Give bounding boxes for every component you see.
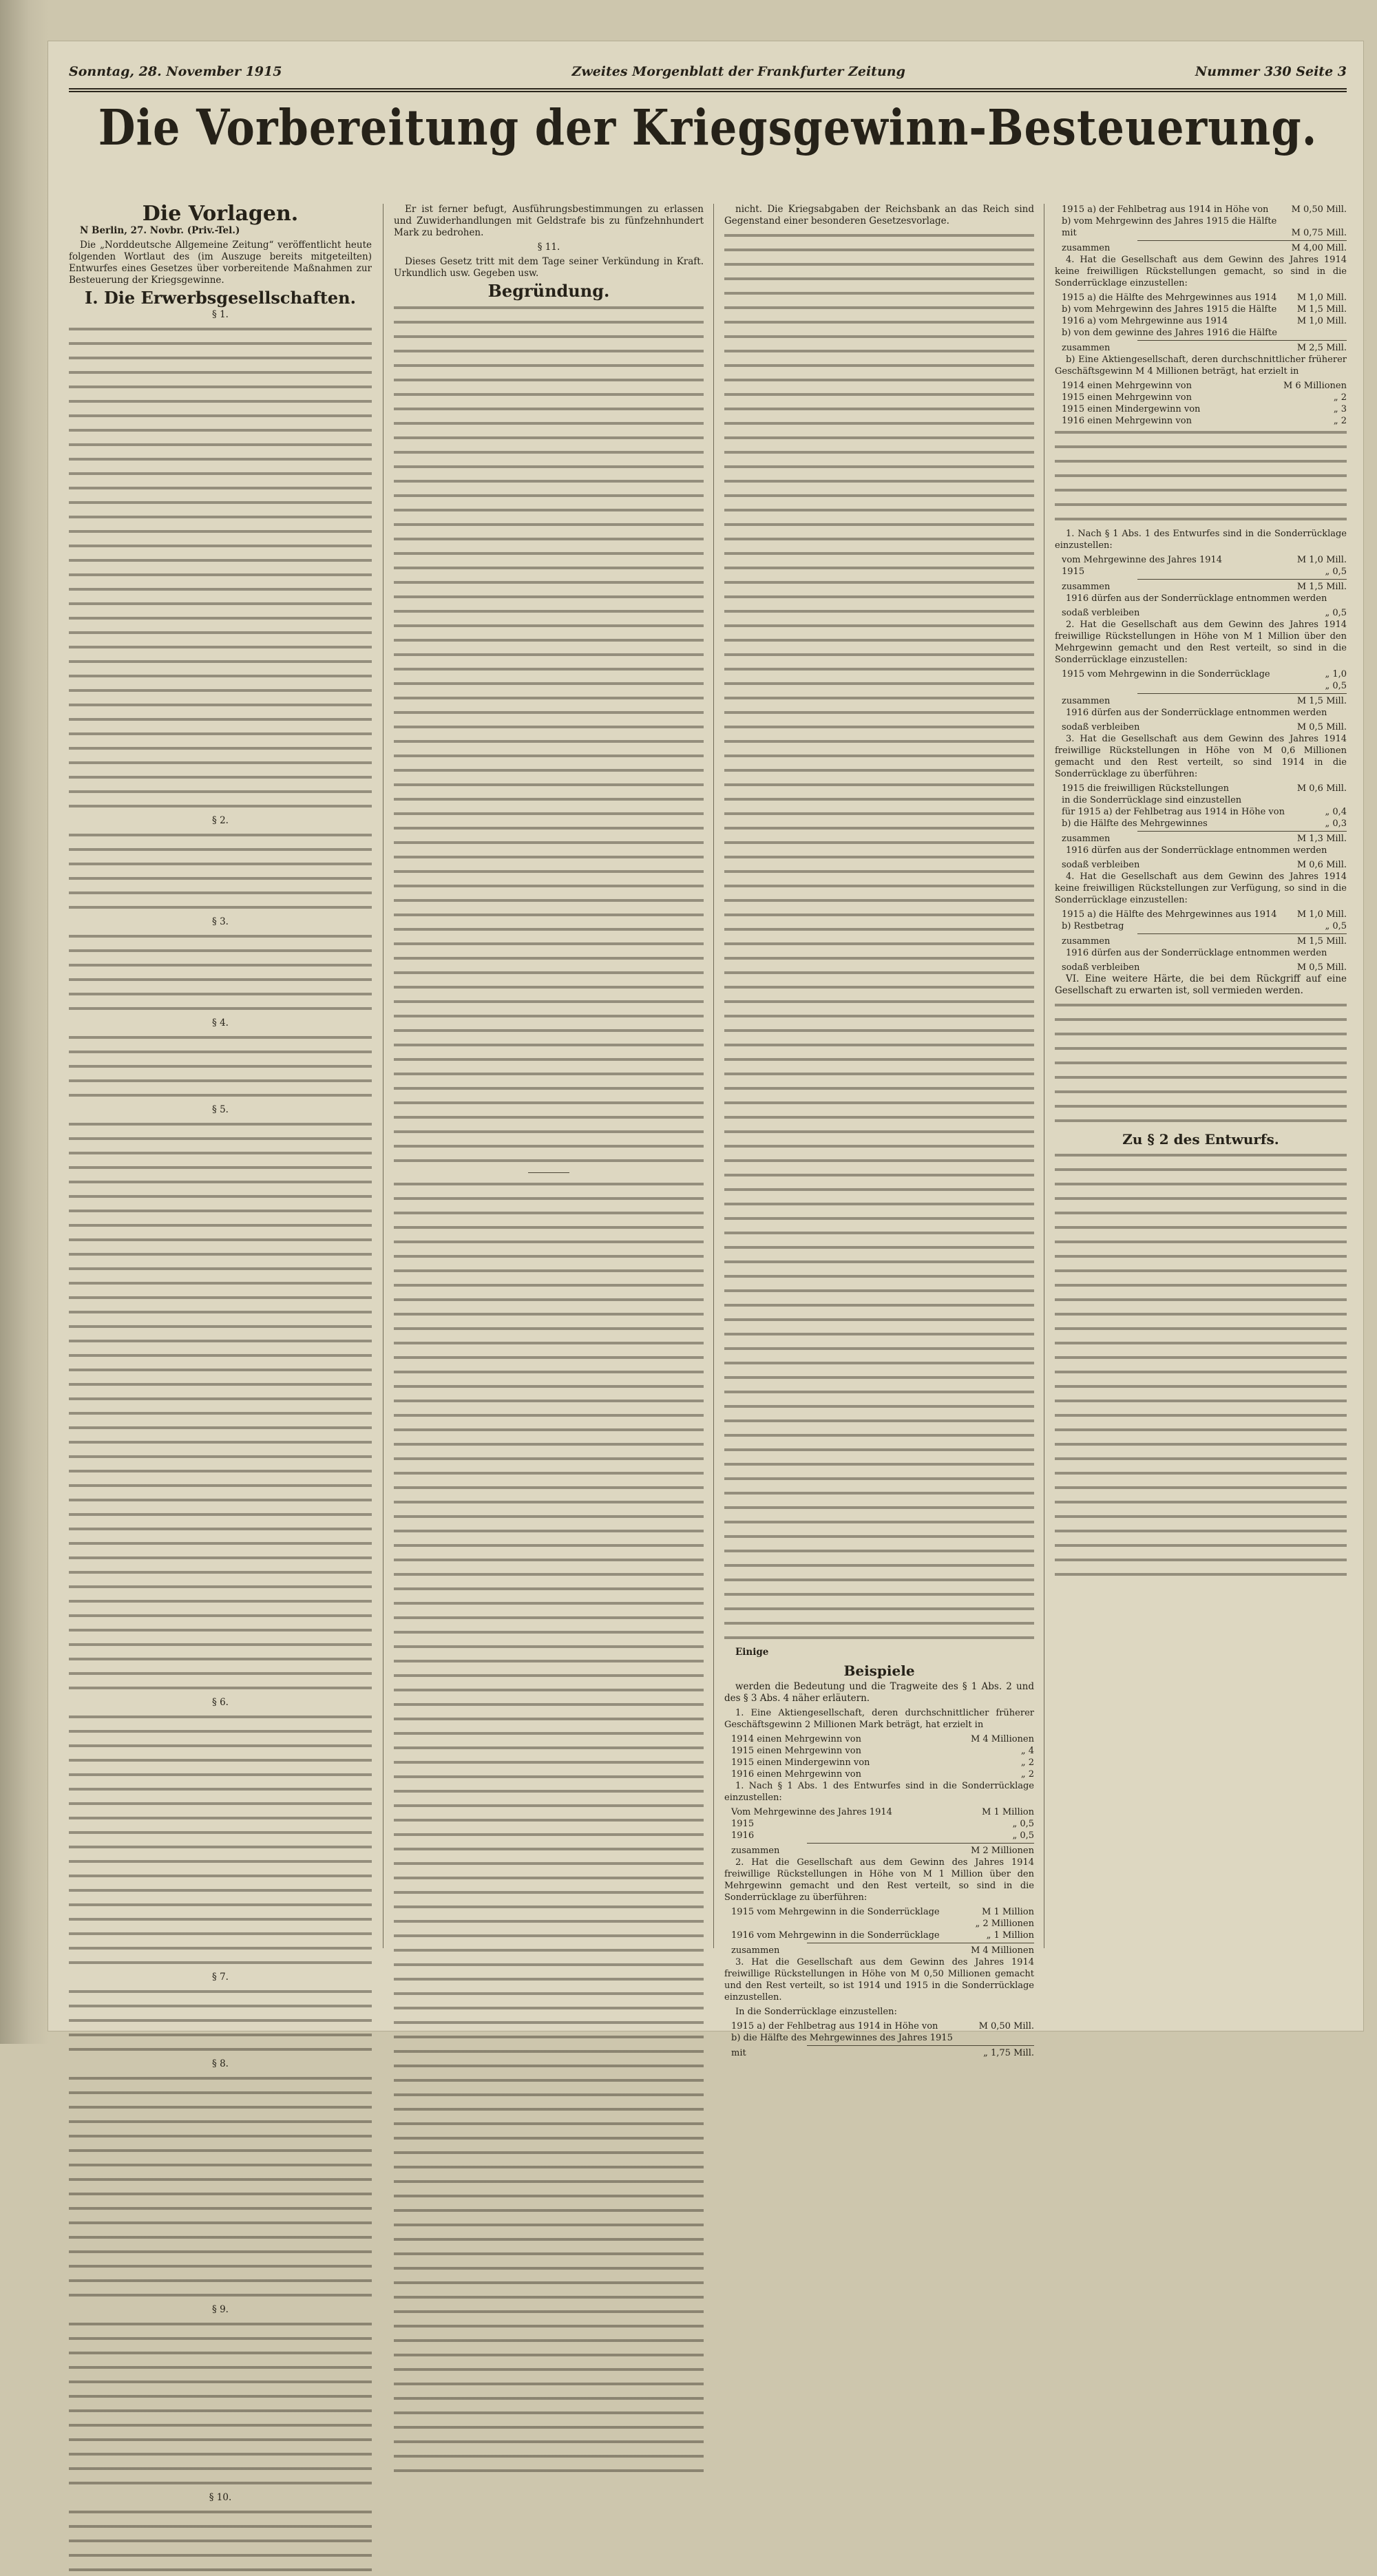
example-1-calc-row — [724, 1806, 1034, 1818]
row-value: M 1,5 Mill. — [1296, 582, 1347, 592]
row-label: b) die Hälfte des Mehrgewinnes des Jahres 1915 — [731, 2033, 953, 2043]
row-value: „ 0,5 — [1012, 1830, 1034, 1841]
subheading-einige: Einige — [735, 1647, 769, 1658]
example-7-row — [1055, 680, 1347, 692]
row-label: 1914 einen Mehrgewinn von — [731, 1734, 861, 1744]
example-8-note: 1916 dürfen aus der Sonderrücklage entnommen werden — [1066, 845, 1327, 856]
example-5-row — [1055, 403, 1347, 415]
row-label: b) von dem gewinne des Jahres 1916 die Hälfte — [1062, 328, 1277, 338]
example-2-head: 2. Hat die Gesellschaft aus dem Gewinn des Jahres 1914 freiwillige Rückstellungen in Höhe von M 1 Million über den Mehrgewinn gemacht und den Rest verteilt, so sind in die Sonderrücklage zu überführen: — [724, 1857, 1034, 1903]
row-value: M 0,5 Mill. — [1296, 722, 1347, 732]
example-8 — [1055, 733, 1347, 871]
sum-rule — [1137, 933, 1347, 934]
row-value: M 1,0 Mill. — [1296, 555, 1347, 565]
masthead-paper: Zweites Morgenblatt der Frankfurter Zeitung — [571, 64, 905, 79]
row-value: „ 3 — [1333, 404, 1347, 414]
row-value: M 1,0 Mill. — [1296, 293, 1347, 303]
masthead-rule-top — [69, 88, 1347, 89]
example-7 — [1055, 619, 1347, 733]
row-value: M 1,0 Mill. — [1296, 316, 1347, 326]
row-label: zusammen — [1062, 834, 1111, 844]
example-6-note: 1916 dürfen aus der Sonderrücklage entnommen werden — [1066, 593, 1327, 604]
dateline: N Berlin, 27. Novbr. (Priv.-Tel.) — [80, 225, 240, 236]
paragraph-label-6: § 6. — [212, 1697, 229, 1708]
example-4 — [1055, 254, 1347, 354]
text-block-8 — [69, 2073, 372, 2301]
row-label: 1916 vom Mehrgewinn in die Sonderrücklage — [731, 1930, 940, 1941]
row-value: M 2 Millionen — [970, 1846, 1034, 1856]
row-value: „ 2 Millionen — [975, 1919, 1034, 1929]
row-label: sodaß verbleiben — [1062, 860, 1140, 870]
example-a-row — [1055, 215, 1347, 227]
column-2 — [394, 204, 704, 1918]
lead-paragraph: Die „Norddeutsche Allgemeine Zeitung“ veröffentlicht heute folgenden Wortlaut des (im Auszuge bereits mitgeteilten) Entwurfes eines Gesetzes über vorbereitende Maßnahmen zur Besteuerung der Kriegsgewinne. — [69, 240, 372, 286]
paragraph-label-10: § 10. — [209, 2492, 232, 2503]
col3-opening: nicht. Die Kriegsabgaben der Reichsbank an das Reich sind Gegenstand einer besonderen Gesetzesvorlage. — [724, 204, 1034, 226]
row-label: zusammen — [1062, 343, 1111, 353]
row-value: „ 0,5 — [1325, 681, 1347, 691]
row-value: „ 0,5 — [1325, 608, 1347, 618]
example-a-row — [1055, 227, 1347, 239]
row-label: zusammen — [731, 1945, 780, 1956]
main-headline: Die Vorbereitung der Kriegsgewinn-Besteuerung. — [98, 98, 1318, 157]
row-label: Vom Mehrgewinne des Jahres 1914 — [731, 1807, 892, 1817]
example-1-calc-row — [724, 1830, 1034, 1841]
row-value: „ 1,0 — [1325, 669, 1347, 679]
example-3-head: 3. Hat die Gesellschaft aus dem Gewinn des Jahres 1914 freiwillige Rückstellungen in Höhe von M 0,50 Millionen gemacht und den Rest verteilt, so ist 1914 und 1915 in die Sonderrücklage einzustellen. — [724, 1957, 1034, 2003]
example-9-row — [1055, 920, 1347, 932]
sum-rule — [1137, 693, 1347, 694]
row-value: M 0,50 Mill. — [1291, 204, 1347, 215]
text-block-5 — [69, 1119, 372, 1694]
row-label: zusammen — [1062, 243, 1111, 253]
section-heading-erwerbsgesellschaften: I. Die Erwerbsgesellschaften. — [85, 288, 356, 308]
example-4-head: 4. Hat die Gesellschaft aus dem Gewinn des Jahres 1914 keine freiwilligen Rückstellungen gemacht, so sind in die Sonderrücklage einzustellen: — [1055, 255, 1347, 288]
row-label: b) vom Mehrgewinn des Jahres 1915 die Hälfte — [1062, 304, 1277, 315]
row-value: M 4 Millionen — [970, 1945, 1034, 1956]
row-value: M 1,5 Mill. — [1296, 936, 1347, 947]
example-4-row — [1055, 304, 1347, 315]
sum-rule — [807, 1843, 1034, 1844]
masthead-rule-bottom — [69, 91, 1347, 92]
example-2 — [724, 1857, 1034, 1956]
example-1-note: 1. Nach § 1 Abs. 1 des Entwurfes sind in die Sonderrücklage einzustellen: — [724, 1781, 1034, 1803]
example-a — [1055, 204, 1347, 254]
subheading-beispiele: Beispiele — [843, 1662, 915, 1679]
row-label: zusammen — [1062, 936, 1111, 947]
sum-rule — [1137, 340, 1347, 341]
paragraph-label-1: § 1. — [212, 309, 229, 320]
row-value: „ 4 — [1020, 1746, 1034, 1756]
section-title-vorlagen: Die Vorlagen. — [142, 202, 299, 226]
row-value: M 1,5 Mill. — [1296, 696, 1347, 706]
sum-rule — [1137, 240, 1347, 241]
row-label: sodaß verbleiben — [1062, 962, 1140, 973]
text-block-begruendung-2 — [394, 1179, 704, 2477]
text-block-9 — [69, 2319, 372, 2489]
example-3 — [724, 1956, 1034, 2059]
example-6 — [1055, 528, 1347, 619]
masthead-page: Nummer 330 Seite 3 — [1195, 64, 1347, 79]
row-label: sodaß verbleiben — [1062, 722, 1140, 732]
example-6-row — [1055, 554, 1347, 566]
column-4 — [1055, 204, 1347, 1918]
text-block-col3-1 — [724, 230, 1034, 1644]
text-block-4 — [69, 1032, 372, 1101]
row-value: M 6 Millionen — [1283, 381, 1347, 391]
example-3-sub: In die Sonderrücklage einzustellen: — [735, 2007, 897, 2017]
row-value: M 0,75 Mill. — [1291, 228, 1347, 238]
paragraph-label-3: § 3. — [212, 916, 229, 927]
example-6-remain — [1055, 607, 1347, 619]
paragraph-label-5: § 5. — [212, 1104, 229, 1115]
row-value: M 0,5 Mill. — [1296, 962, 1347, 973]
row-label: 1914 einen Mehrgewinn von — [1062, 381, 1192, 391]
text-block-10 — [69, 2506, 372, 2576]
column-divider-2 — [713, 204, 714, 1948]
paragraph-label-9: § 9. — [212, 2304, 229, 2315]
row-value: M 4 Millionen — [970, 1734, 1034, 1744]
text-block-6 — [69, 1711, 372, 1969]
row-label: zusammen — [1062, 696, 1111, 706]
text-block-1 — [69, 324, 372, 812]
sum-rule — [807, 2045, 1034, 2046]
example-3-row — [724, 2020, 1034, 2032]
example-9-head: 4. Hat die Gesellschaft aus dem Gewinn des Jahres 1914 keine freiwilligen Rückstellungen zur Verfügung, so sind in die Sonderrücklage einzustellen: — [1055, 872, 1347, 905]
paragraph-label-4: § 4. — [212, 1017, 229, 1028]
row-value: „ 0,3 — [1325, 819, 1347, 829]
example-8-row — [1055, 794, 1347, 806]
row-label: 1915 — [1062, 567, 1085, 577]
example-6-total — [1055, 581, 1347, 593]
example-1-row — [724, 1733, 1034, 1745]
row-value: „ 0,5 — [1325, 567, 1347, 577]
short-rule — [528, 1172, 569, 1173]
row-label: 1915 — [731, 1819, 755, 1829]
example-2-row — [724, 1906, 1034, 1918]
row-label: 1916 — [731, 1830, 755, 1841]
row-value: M 1,0 Mill. — [1296, 909, 1347, 920]
masthead-date: Sonntag, 28. November 1915 — [69, 64, 282, 79]
row-label: mit — [1062, 228, 1077, 238]
paragraph-label-8: § 8. — [212, 2058, 229, 2069]
text-block-2 — [69, 830, 372, 914]
row-label: 1915 vom Mehrgewinn in die Sonderrücklage — [1062, 669, 1270, 679]
row-value: M 1,5 Mill. — [1296, 304, 1347, 315]
row-value: „ 0,5 — [1012, 1819, 1034, 1829]
subheading-zu-paragraph-2: Zu § 2 des Entwurfs. — [1122, 1131, 1279, 1148]
example-7-total — [1055, 695, 1347, 707]
newspaper-page — [48, 41, 1363, 2503]
row-label: b) Restbetrag — [1062, 921, 1124, 931]
text-block-col4-2 — [1055, 1000, 1347, 1127]
row-value: „ 0,5 — [1325, 921, 1347, 931]
row-value: „ 2 — [1333, 392, 1347, 403]
row-label: 1916 a) vom Mehrgewinne aus 1914 — [1062, 316, 1228, 326]
row-label: 1916 einen Mehrgewinn von — [731, 1769, 861, 1780]
example-2-total — [724, 1945, 1034, 1956]
row-value: M 0,50 Mill. — [978, 2021, 1034, 2031]
paragraph-label-2: § 2. — [212, 815, 229, 826]
row-value: „ 2 — [1020, 1757, 1034, 1768]
row-value: „ 0,4 — [1325, 807, 1347, 817]
row-label: für 1915 a) der Fehlbetrag aus 1914 in Höhe von — [1062, 807, 1285, 817]
example-3-row — [724, 2032, 1034, 2044]
example-4-row — [1055, 292, 1347, 304]
example-a-row — [1055, 204, 1347, 215]
row-value: M 0,6 Mill. — [1296, 783, 1347, 794]
example-2-row — [724, 1918, 1034, 1930]
row-label: 1915 einen Mindergewinn von — [1062, 404, 1201, 414]
row-value: M 2,5 Mill. — [1296, 343, 1347, 353]
example-5 — [1055, 354, 1347, 427]
example-8-row — [1055, 806, 1347, 818]
row-label: 1915 einen Mindergewinn von — [731, 1757, 870, 1768]
row-value: M 1 Million — [982, 1807, 1034, 1817]
example-9-row — [1055, 909, 1347, 920]
example-1-row — [724, 1769, 1034, 1780]
example-8-row — [1055, 783, 1347, 794]
example-8-head: 3. Hat die Gesellschaft aus dem Gewinn des Jahres 1914 freiwillige Rückstellungen in Höhe von M 0,6 Millionen gemacht und den Rest verteilt, so sind 1914 in die Sonderrücklage zu überführen: — [1055, 734, 1347, 779]
paragraph-label-11: § 11. — [537, 242, 560, 253]
text-block-3 — [69, 931, 372, 1015]
row-value: M 1,3 Mill. — [1296, 834, 1347, 844]
example-3-total — [724, 2047, 1034, 2059]
section-vi: VI. Eine weitere Härte, die bei dem Rückgriff auf eine Gesellschaft zu erwarten ist, soll vermieden werden. — [1055, 973, 1347, 996]
row-label: b) vom Mehrgewinn des Jahres 1915 die Hälfte — [1062, 216, 1277, 226]
row-value: „ 1,75 Mill. — [983, 2048, 1034, 2058]
example-1-head: 1. Eine Aktiengesellschaft, deren durchschnittlicher früherer Geschäftsgewinn 2 Millionen Mark beträgt, hat erzielt in — [724, 1708, 1034, 1730]
example-a-total — [1055, 242, 1347, 254]
column-3 — [724, 204, 1034, 2058]
row-value: M 0,6 Mill. — [1296, 860, 1347, 870]
example-5-row — [1055, 392, 1347, 403]
example-5-row — [1055, 415, 1347, 427]
example-1-row — [724, 1757, 1034, 1769]
row-label: zusammen — [731, 1846, 780, 1856]
column-1 — [69, 202, 372, 2503]
row-label: 1915 einen Mehrgewinn von — [1062, 392, 1192, 403]
beispiele-intro: werden die Bedeutung und die Tragweite des § 1 Abs. 2 und des § 3 Abs. 4 näher erläutern. — [724, 1681, 1034, 1704]
row-value: „ 1 Million — [986, 1930, 1034, 1941]
row-value: M 4,00 Mill. — [1291, 243, 1347, 253]
example-8-row — [1055, 818, 1347, 830]
row-label: 1915 einen Mehrgewinn von — [731, 1746, 861, 1756]
row-label: 1915 vom Mehrgewinn in die Sonderrücklage — [731, 1907, 940, 1917]
example-1-calc-row — [724, 1818, 1034, 1830]
text-block-col4-3 — [1055, 1150, 1347, 1581]
row-label: vom Mehrgewinne des Jahres 1914 — [1062, 555, 1223, 565]
text-block-col4-1 — [1055, 427, 1347, 525]
paragraph-11-text: Dieses Gesetz tritt mit dem Tage seiner Verkündung in Kraft. Urkundlich usw. Gegeben usw. — [394, 256, 704, 279]
example-7-head: 2. Hat die Gesellschaft aus dem Gewinn des Jahres 1914 freiwillige Rückstellungen in Höhe von M 1 Million über den Mehrgewinn gemacht und den Rest verteilt, so sind in die Sonderrücklage einzustellen: — [1055, 620, 1347, 665]
example-9-note: 1916 dürfen aus der Sonderrücklage entnommen werden — [1066, 948, 1327, 958]
sum-rule — [1137, 831, 1347, 832]
example-7-row — [1055, 668, 1347, 680]
example-6-head: 1. Nach § 1 Abs. 1 des Entwurfes sind in die Sonderrücklage einzustellen: — [1055, 529, 1347, 551]
row-value: „ 2 — [1020, 1769, 1034, 1780]
example-8-remain — [1055, 859, 1347, 871]
example-1-row — [724, 1745, 1034, 1757]
example-7-note: 1916 dürfen aus der Sonderrücklage entnommen werden — [1066, 708, 1327, 718]
row-label: 1915 a) die Hälfte des Mehrgewinnes aus 1914 — [1062, 293, 1277, 303]
row-label: mit — [731, 2048, 746, 2058]
example-8-total — [1055, 833, 1347, 845]
example-1 — [724, 1707, 1034, 1857]
example-5-head: b) Eine Aktiengesellschaft, deren durchschnittlicher früherer Geschäftsgewinn M 4 Millionen beträgt, hat erzielt in — [1055, 355, 1347, 377]
example-4-total — [1055, 342, 1347, 354]
row-label: sodaß verbleiben — [1062, 608, 1140, 618]
section-heading-begruendung: Begründung. — [487, 281, 610, 301]
row-label: 1916 einen Mehrgewinn von — [1062, 416, 1192, 426]
row-label: 1915 die freiwilligen Rückstellungen — [1062, 783, 1230, 794]
example-1-total — [724, 1845, 1034, 1857]
example-9-remain — [1055, 962, 1347, 973]
row-label: in die Sonderrücklage sind einzustellen — [1062, 795, 1242, 805]
masthead — [69, 58, 1347, 85]
example-4-row — [1055, 327, 1347, 339]
row-label: 1915 a) der Fehlbetrag aus 1914 in Höhe von — [1062, 204, 1269, 215]
example-6-row — [1055, 566, 1347, 578]
text-block-7 — [69, 1986, 372, 2056]
sum-rule — [1137, 579, 1347, 580]
page-gutter — [0, 0, 48, 2044]
example-5-row — [1055, 380, 1347, 392]
row-value: „ 2 — [1333, 416, 1347, 426]
row-value: M 1 Million — [982, 1907, 1034, 1917]
example-9-total — [1055, 936, 1347, 947]
row-label: b) die Hälfte des Mehrgewinnes — [1062, 819, 1208, 829]
example-2-row — [724, 1930, 1034, 1941]
paragraph-label-7: § 7. — [212, 1972, 229, 1983]
text-block-begruendung — [394, 302, 704, 1167]
example-9 — [1055, 871, 1347, 973]
col2-opening: Er ist ferner befugt, Ausführungsbestimmungen zu erlassen und Zuwiderhandlungen mit Geldstrafe bis zu fünfzehnhundert Mark zu bedrohen. — [394, 204, 704, 238]
row-label: zusammen — [1062, 582, 1111, 592]
row-label: 1915 a) die Hälfte des Mehrgewinnes aus 1914 — [1062, 909, 1277, 920]
example-4-row — [1055, 315, 1347, 327]
example-7-remain — [1055, 721, 1347, 733]
row-label: 1915 a) der Fehlbetrag aus 1914 in Höhe von — [731, 2021, 938, 2031]
